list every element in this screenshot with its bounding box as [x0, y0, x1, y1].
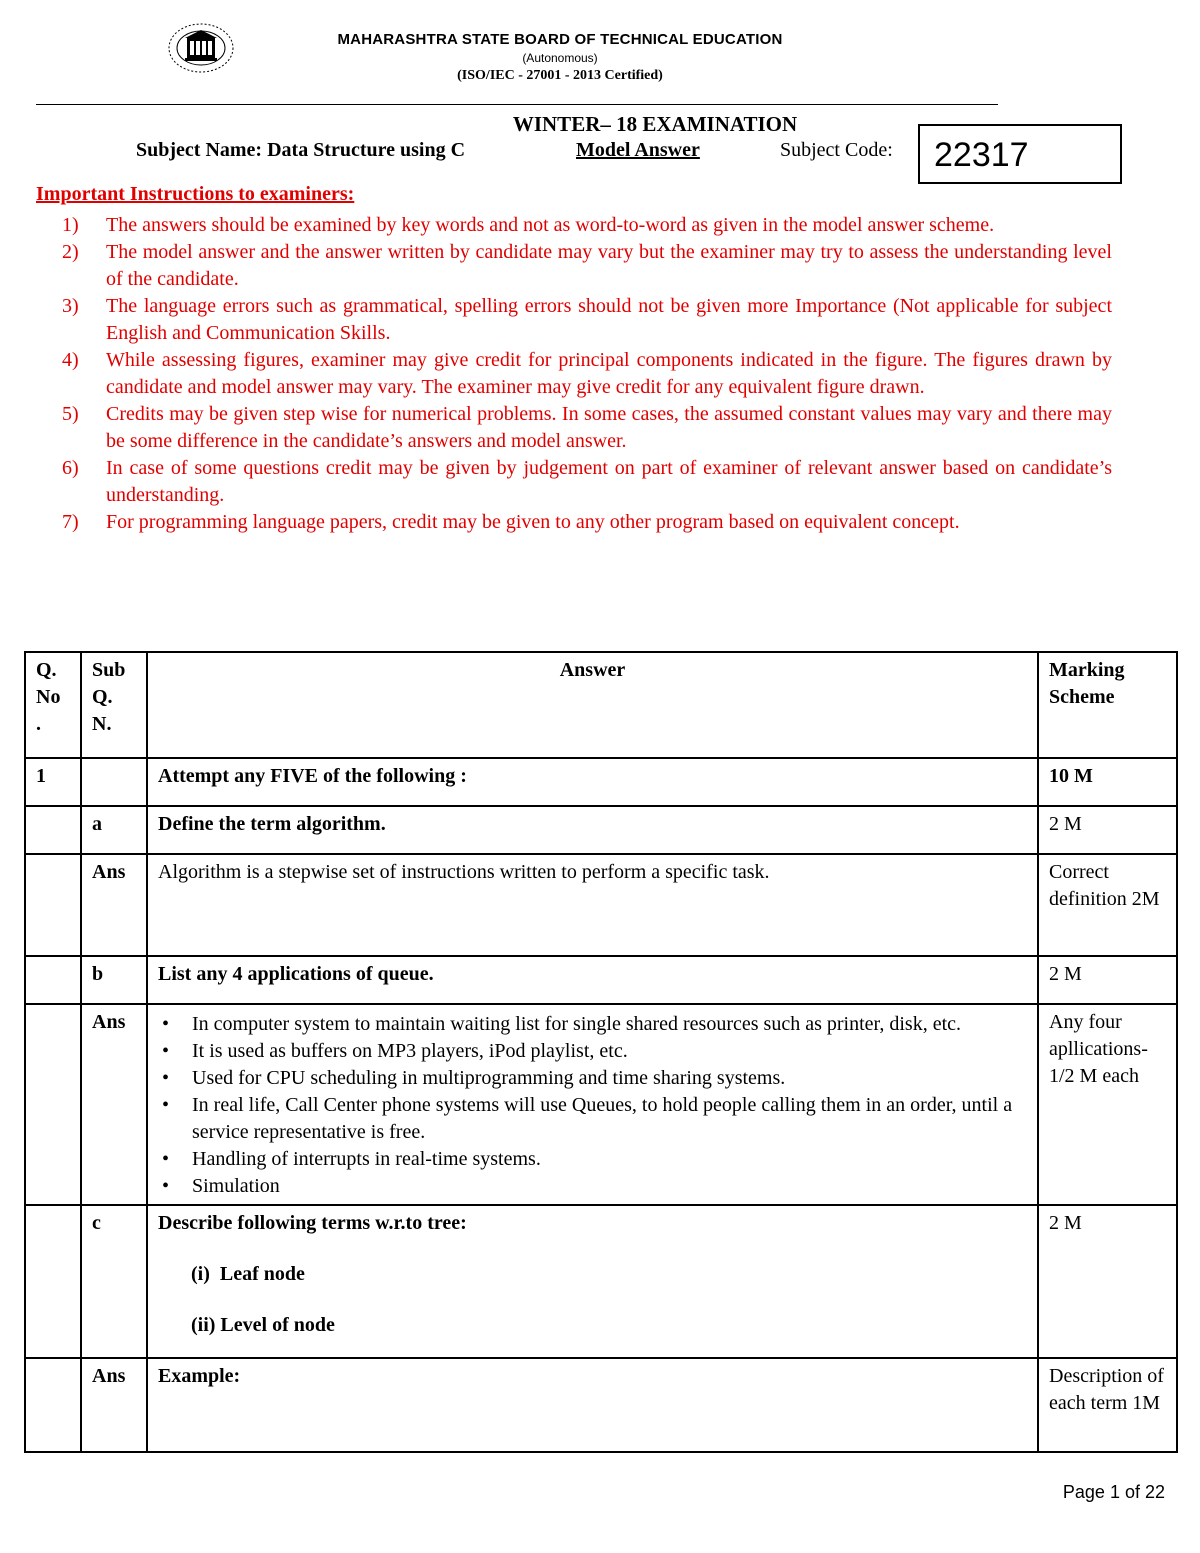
question-subitem: (ii) Level of node: [191, 1314, 335, 1336]
header-divider: [36, 104, 998, 105]
msbte-logo: [167, 22, 235, 74]
instruction-item: 6) In case of some questions credit may be given by judgement on part of examiner of relevant answer based on candidate’s understanding.: [62, 457, 1112, 506]
list-item: • In real life, Call Center phone systems will use Queues, to hold people calling them in an order, until a service representative is free.: [158, 1092, 1027, 1146]
board-name: MAHARASHTRA STATE BOARD OF TECHNICAL EDUCATION: [337, 31, 783, 48]
table-row: [25, 806, 1177, 854]
header-subq: Sub Q. N.: [81, 652, 147, 758]
table-row: [25, 1004, 1177, 1205]
subject-name: Subject Name: Data Structure using C: [136, 139, 466, 161]
table-row: [25, 1358, 1177, 1452]
list-item: • Simulation: [158, 1173, 1027, 1200]
qno-cell: [25, 956, 81, 1004]
question-text: Describe following terms w.r.to tree:: [158, 1212, 467, 1234]
instructions-list: [62, 212, 1112, 536]
instruction-item: 4) While assessing figures, examiner may give credit for principal components indicated in the figure. The figures drawn by candidate and model answer may vary. The examiner may give credit for any equivalent figure drawn.: [62, 349, 1112, 398]
table-header-row: [25, 652, 1177, 758]
instruction-item: 3) The language errors such as grammatical, spelling errors should not be given more Importance (Not applicable for subject English and Communication Skills.: [62, 295, 1112, 344]
subject-code-box: 22317: [918, 124, 1122, 184]
qno-cell: [25, 1004, 81, 1205]
header-qno: Q. No .: [25, 652, 81, 758]
model-answer-table: [24, 651, 1178, 1453]
question-text: List any 4 applications of queue.: [147, 956, 1038, 1004]
table-row: [25, 956, 1177, 1004]
instruction-item: 1) The answers should be examined by key words and not as word-to-word as given in the model answer scheme.: [62, 214, 995, 236]
answer-bullets-cell: [147, 1004, 1038, 1205]
list-item: • It is used as buffers on MP3 players, iPod playlist, etc.: [158, 1038, 1027, 1065]
subq-cell: b: [81, 956, 147, 1004]
instruction-item: 7) For programming language papers, credit may be given to any other program based on equivalent concept.: [62, 511, 960, 533]
marks-cell: Description of each term 1M: [1038, 1358, 1177, 1452]
subq-cell: Ans: [81, 1004, 147, 1205]
table-row: [25, 854, 1177, 956]
table-row: [25, 758, 1177, 806]
answer-text: Algorithm is a stepwise set of instructions written to perform a specific task.: [147, 854, 1038, 956]
qno-cell: [25, 854, 81, 956]
page-number: Page 1 of 22: [1062, 1482, 1165, 1502]
iso-certification: (ISO/IEC - 27001 - 2013 Certified): [457, 68, 663, 83]
table-row: [25, 1205, 1177, 1358]
question-text-cell: [147, 1205, 1038, 1358]
qno-cell: [25, 1205, 81, 1358]
marks-cell: Any four apllications- 1/2 M each: [1038, 1004, 1177, 1205]
instruction-item: 5) Credits may be given step wise for numerical problems. In some cases, the assumed constant values may vary and there may be some difference in the candidate’s answers and model answer.: [62, 403, 1112, 452]
subject-code-label: Subject Code:: [780, 139, 893, 161]
marks-cell: 10 M: [1038, 758, 1177, 806]
question-text: Define the term algorithm.: [147, 806, 1038, 854]
instructions-heading: Important Instructions to examiners:: [36, 183, 355, 205]
subq-cell: Ans: [81, 854, 147, 956]
answer-text: Example:: [147, 1358, 1038, 1452]
subq-cell: a: [81, 806, 147, 854]
autonomous-label: (Autonomous): [522, 51, 598, 65]
instruction-item: 2) The model answer and the answer written by candidate may vary but the examiner may try to assess the understanding level of the candidate.: [62, 241, 1112, 290]
list-item: • Handling of interrupts in real-time systems.: [158, 1146, 1027, 1173]
header-answer: Answer: [147, 652, 1038, 758]
model-answer-label: Model Answer: [576, 139, 700, 161]
marks-cell: Correct definition 2M: [1038, 854, 1177, 956]
header-marking: Marking Scheme: [1038, 652, 1177, 758]
question-subitem: (i) Leaf node: [191, 1263, 305, 1285]
qno-cell: [25, 1358, 81, 1452]
marks-cell: 2 M: [1038, 956, 1177, 1004]
applications-list: [158, 1011, 1027, 1200]
subq-cell: [81, 758, 147, 806]
subq-cell: c: [81, 1205, 147, 1358]
list-item: • In computer system to maintain waiting list for single shared resources such as printer, disk, etc.: [158, 1011, 1027, 1038]
qno-cell: 1: [25, 758, 81, 806]
list-item: • Used for CPU scheduling in multiprogramming and time sharing systems.: [158, 1065, 1027, 1092]
marks-cell: 2 M: [1038, 1205, 1177, 1358]
subq-cell: Ans: [81, 1358, 147, 1452]
exam-title: WINTER– 18 EXAMINATION: [512, 112, 798, 136]
question-text: Attempt any FIVE of the following :: [147, 758, 1038, 806]
qno-cell: [25, 806, 81, 854]
marks-cell: 2 M: [1038, 806, 1177, 854]
